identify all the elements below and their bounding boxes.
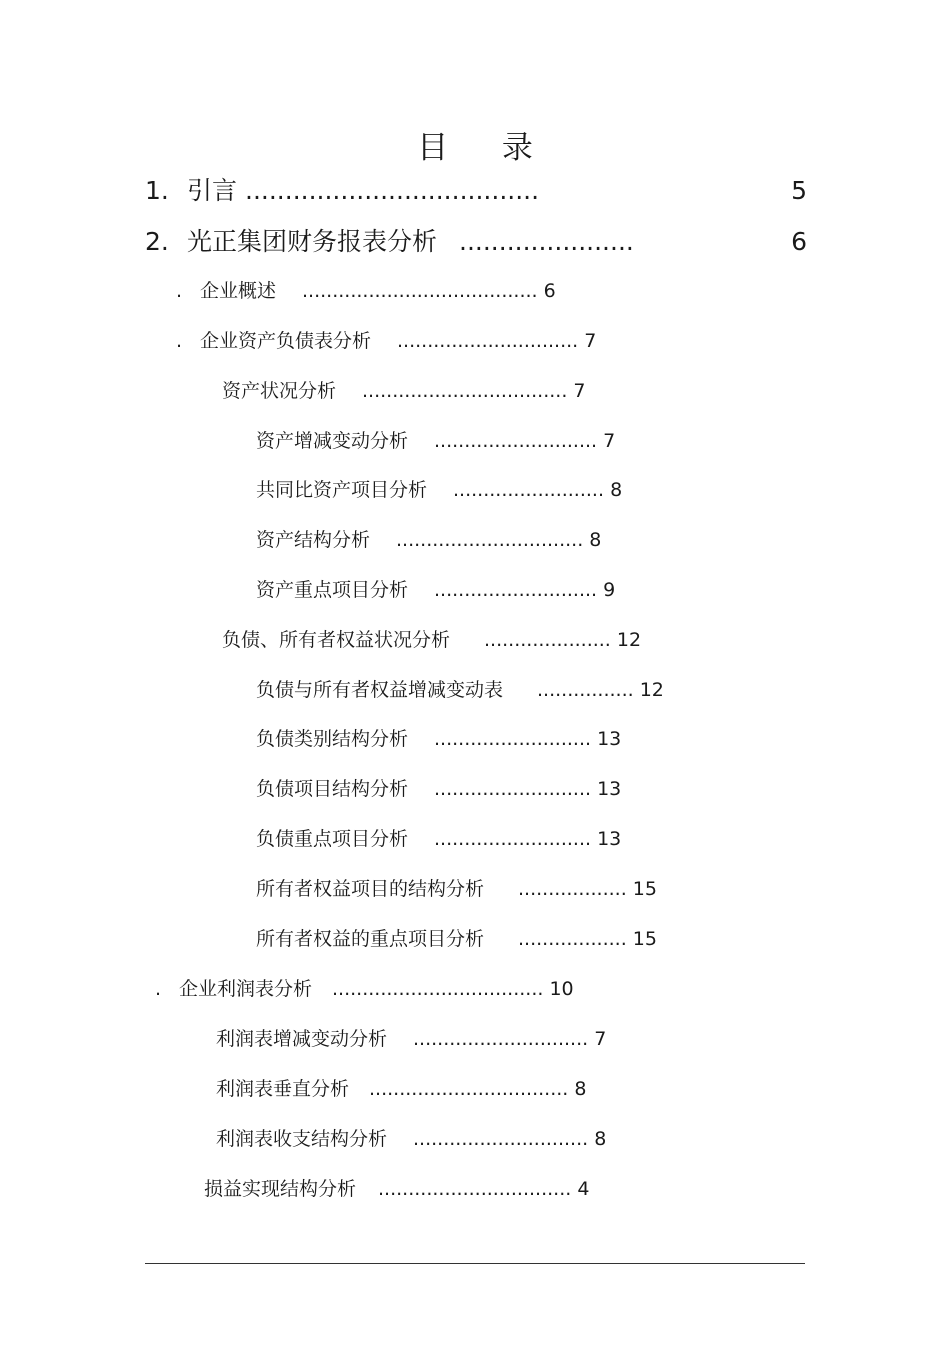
toc-label: 资产重点项目分析 bbox=[256, 579, 409, 601]
toc-entry-assets-key-items[interactable] bbox=[256, 581, 615, 600]
toc-number: . bbox=[176, 280, 183, 302]
toc-page: 9 bbox=[603, 579, 616, 601]
toc-leader: ........................... bbox=[434, 579, 598, 601]
toc-leader: .............................. bbox=[397, 330, 579, 352]
toc-label: 负债项目结构分析 bbox=[256, 778, 409, 800]
toc-label: 资产结构分析 bbox=[256, 529, 371, 551]
toc-page: 6 bbox=[791, 227, 807, 256]
toc-leader: ................................... bbox=[332, 978, 544, 1000]
toc-leader: .................. bbox=[518, 928, 627, 950]
toc-leader: ..................................... bbox=[245, 176, 540, 205]
toc-label: 利润表增减变动分析 bbox=[216, 1028, 388, 1050]
toc-leader: ................................. bbox=[369, 1078, 569, 1100]
toc-leader: .......................... bbox=[434, 778, 592, 800]
toc-entry-income-vertical[interactable] bbox=[216, 1080, 586, 1099]
toc-leader: ........................... bbox=[434, 430, 598, 452]
toc-leader: ............................. bbox=[413, 1128, 589, 1150]
toc-page: 7 bbox=[603, 430, 616, 452]
toc-label: 负债重点项目分析 bbox=[256, 828, 409, 850]
toc-entry-income-statement[interactable] bbox=[155, 980, 574, 999]
toc-entry-income-revenue-expense[interactable] bbox=[216, 1130, 606, 1149]
toc-entry-assets-change[interactable] bbox=[256, 432, 615, 451]
toc-entry-liabilities-key-items[interactable] bbox=[256, 830, 621, 849]
toc-entry-income-change[interactable] bbox=[216, 1030, 606, 1049]
toc-number: . bbox=[155, 978, 162, 1000]
toc-entry-liabilities-category[interactable] bbox=[256, 730, 621, 749]
toc-page: 7 bbox=[584, 330, 597, 352]
toc-page: 12 bbox=[639, 679, 664, 701]
toc-label: 企业利润表分析 bbox=[179, 978, 313, 1000]
toc-number: 1. bbox=[145, 176, 169, 205]
toc-number: 2. bbox=[145, 227, 169, 256]
toc-page: 13 bbox=[597, 778, 622, 800]
toc-leader: .......................... bbox=[434, 828, 592, 850]
toc-label: 企业资产负债表分析 bbox=[200, 330, 372, 352]
toc-page: 15 bbox=[632, 928, 657, 950]
toc-leader: ............................. bbox=[413, 1028, 589, 1050]
toc-label: 共同比资产项目分析 bbox=[256, 479, 428, 501]
toc-entry-analysis[interactable] bbox=[145, 229, 807, 254]
toc-leader: .................................. bbox=[362, 380, 568, 402]
toc-leader: ................ bbox=[537, 679, 634, 701]
toc-page: 5 bbox=[791, 176, 807, 205]
toc-entry-equity-structure[interactable] bbox=[256, 880, 657, 899]
toc-label: 损益实现结构分析 bbox=[204, 1178, 357, 1200]
toc-label: 资产状况分析 bbox=[222, 380, 337, 402]
toc-leader: ................................ bbox=[378, 1178, 572, 1200]
footer-divider bbox=[145, 1263, 805, 1264]
toc-label: 企业概述 bbox=[200, 280, 277, 302]
toc-entry-common-size-assets[interactable] bbox=[256, 481, 622, 500]
toc-number: . bbox=[176, 330, 183, 352]
toc-label: 光正集团财务报表分析 bbox=[187, 227, 438, 256]
page-title: 目 录 bbox=[417, 130, 555, 166]
toc-page: 8 bbox=[589, 529, 602, 551]
toc-label: 利润表垂直分析 bbox=[216, 1078, 350, 1100]
toc-label: 负债类别结构分析 bbox=[256, 728, 409, 750]
toc-page: 8 bbox=[594, 1128, 607, 1150]
toc-entry-assets-status[interactable] bbox=[222, 382, 586, 401]
toc-leader: ......................... bbox=[453, 479, 605, 501]
toc-page: 8 bbox=[574, 1078, 587, 1100]
toc-leader: .......................... bbox=[434, 728, 592, 750]
toc-entry-intro[interactable] bbox=[145, 178, 807, 203]
toc-leader: ...................... bbox=[459, 227, 634, 256]
toc-leader: ............................... bbox=[396, 529, 584, 551]
toc-entry-equity-key-items[interactable] bbox=[256, 930, 657, 949]
toc-entry-balance-sheet[interactable] bbox=[176, 332, 596, 351]
toc-page: 6 bbox=[543, 280, 556, 302]
toc-page: 4 bbox=[577, 1178, 590, 1200]
toc-entry-liabilities-equity-change[interactable] bbox=[256, 681, 664, 700]
toc-label: 负债与所有者权益增减变动表 bbox=[256, 679, 504, 701]
toc-leader: ..................... bbox=[484, 629, 611, 651]
toc-page: 7 bbox=[594, 1028, 607, 1050]
toc-entry-liabilities-equity[interactable] bbox=[222, 631, 641, 650]
toc-label: 利润表收支结构分析 bbox=[216, 1128, 388, 1150]
toc-label: 所有者权益项目的结构分析 bbox=[256, 878, 485, 900]
toc-entry-assets-structure[interactable] bbox=[256, 531, 601, 550]
toc-entry-overview[interactable] bbox=[176, 282, 556, 301]
toc-page: 8 bbox=[610, 479, 623, 501]
toc-page: 15 bbox=[632, 878, 657, 900]
toc-entry-profit-loss-structure[interactable] bbox=[204, 1180, 589, 1199]
toc-label: 所有者权益的重点项目分析 bbox=[256, 928, 485, 950]
toc-label: 资产增减变动分析 bbox=[256, 430, 409, 452]
toc-label: 引言 bbox=[187, 176, 238, 205]
toc-entry-liabilities-items[interactable] bbox=[256, 780, 621, 799]
toc-leader: .................. bbox=[518, 878, 627, 900]
toc-page: 10 bbox=[549, 978, 574, 1000]
toc-page: 13 bbox=[597, 828, 622, 850]
toc-page: 12 bbox=[616, 629, 642, 651]
toc-label: 负债、所有者权益状况分析 bbox=[222, 629, 451, 651]
toc-page: 13 bbox=[597, 728, 622, 750]
toc-page: 7 bbox=[573, 380, 586, 402]
toc-leader: ....................................... bbox=[302, 280, 538, 302]
